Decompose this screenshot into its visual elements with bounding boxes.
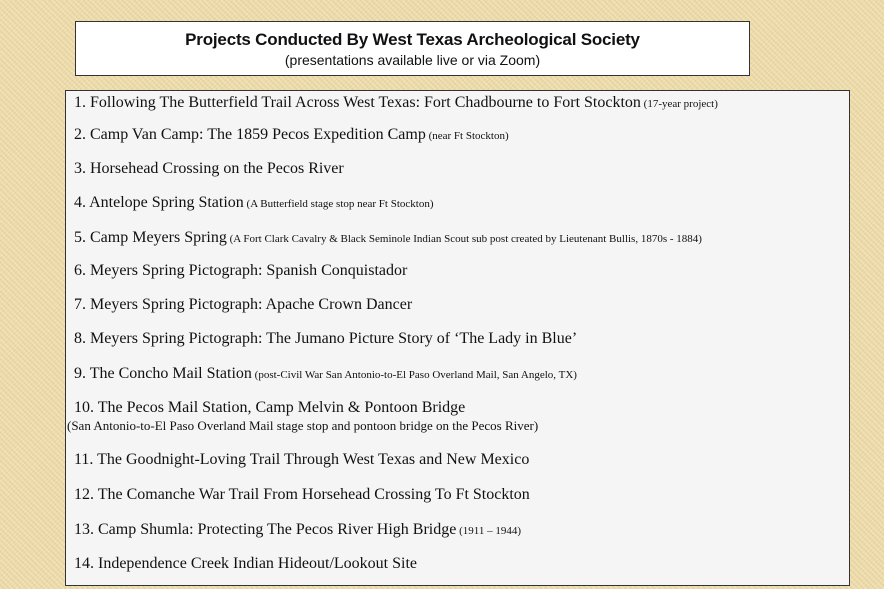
- item-title: 8. Meyers Spring Pictograph: The Jumano Picture Story of ‘The Lady in Blue’: [74, 330, 578, 347]
- item-title: 12. The Comanche War Trail From Horsehead Crossing To Ft Stockton: [74, 486, 530, 503]
- list-item: [74, 261, 845, 281]
- item-title: 13. Camp Shumla: Protecting The Pecos River High Bridge: [74, 521, 457, 538]
- item-note: (A Fort Clark Cavalry & Black Seminole Indian Scout sub post created by Lieutenant Bullis, 1870s - 1884): [226, 233, 702, 245]
- project-list: [65, 90, 850, 586]
- list-item: [74, 520, 845, 541]
- item-note: (A Butterfield stage stop near Ft Stockton): [243, 198, 434, 210]
- item-title: 1. Following The Butterfield Trail Across West Texas: Fort Chadbourne to Fort Stockton: [74, 94, 641, 111]
- list-item: [74, 364, 845, 385]
- title-box: [75, 21, 750, 76]
- list-item: [74, 93, 845, 114]
- page-title: Projects Conducted By West Texas Archeological Society: [185, 30, 640, 49]
- item-title: 10. The Pecos Mail Station, Camp Melvin & Pontoon Bridge: [74, 399, 466, 416]
- item-title: 7. Meyers Spring Pictograph: Apache Crown Dancer: [74, 296, 413, 313]
- list-item: [74, 554, 845, 574]
- item-title: 9. The Concho Mail Station: [74, 365, 252, 382]
- item-title: 6. Meyers Spring Pictograph: Spanish Conquistador: [74, 262, 408, 279]
- page-subtitle: (presentations available live or via Zoom): [284, 52, 541, 68]
- item-note: (17-year project): [640, 98, 718, 110]
- item-title: 4. Antelope Spring Station: [74, 194, 244, 211]
- item-title: 14. Independence Creek Indian Hideout/Lookout Site: [74, 555, 418, 572]
- item-title: 11. The Goodnight-Loving Trail Through West Texas and New Mexico: [74, 451, 530, 468]
- item-note: (post-Civil War San Antonio-to-El Paso Overland Mail, San Angelo, TX): [251, 369, 577, 381]
- list-item: [74, 295, 845, 315]
- list-item: [74, 159, 845, 179]
- item-title: 2. Camp Van Camp: The 1859 Pecos Expedition Camp: [74, 126, 426, 143]
- item-continuation: (San Antonio-to-El Paso Overland Mail stage stop and pontoon bridge on the Pecos River): [67, 418, 539, 433]
- item-title: 3. Horsehead Crossing on the Pecos River: [74, 160, 344, 177]
- list-item: [74, 125, 845, 146]
- list-item: [74, 485, 845, 505]
- list-item: [74, 193, 845, 214]
- item-note: (near Ft Stockton): [425, 130, 509, 142]
- list-item: [74, 450, 845, 470]
- item-note: (1911 – 1944): [456, 525, 521, 537]
- list-item: [74, 228, 845, 249]
- list-item: [67, 398, 845, 434]
- item-title: 5. Camp Meyers Spring: [74, 229, 227, 246]
- list-item: [74, 329, 845, 349]
